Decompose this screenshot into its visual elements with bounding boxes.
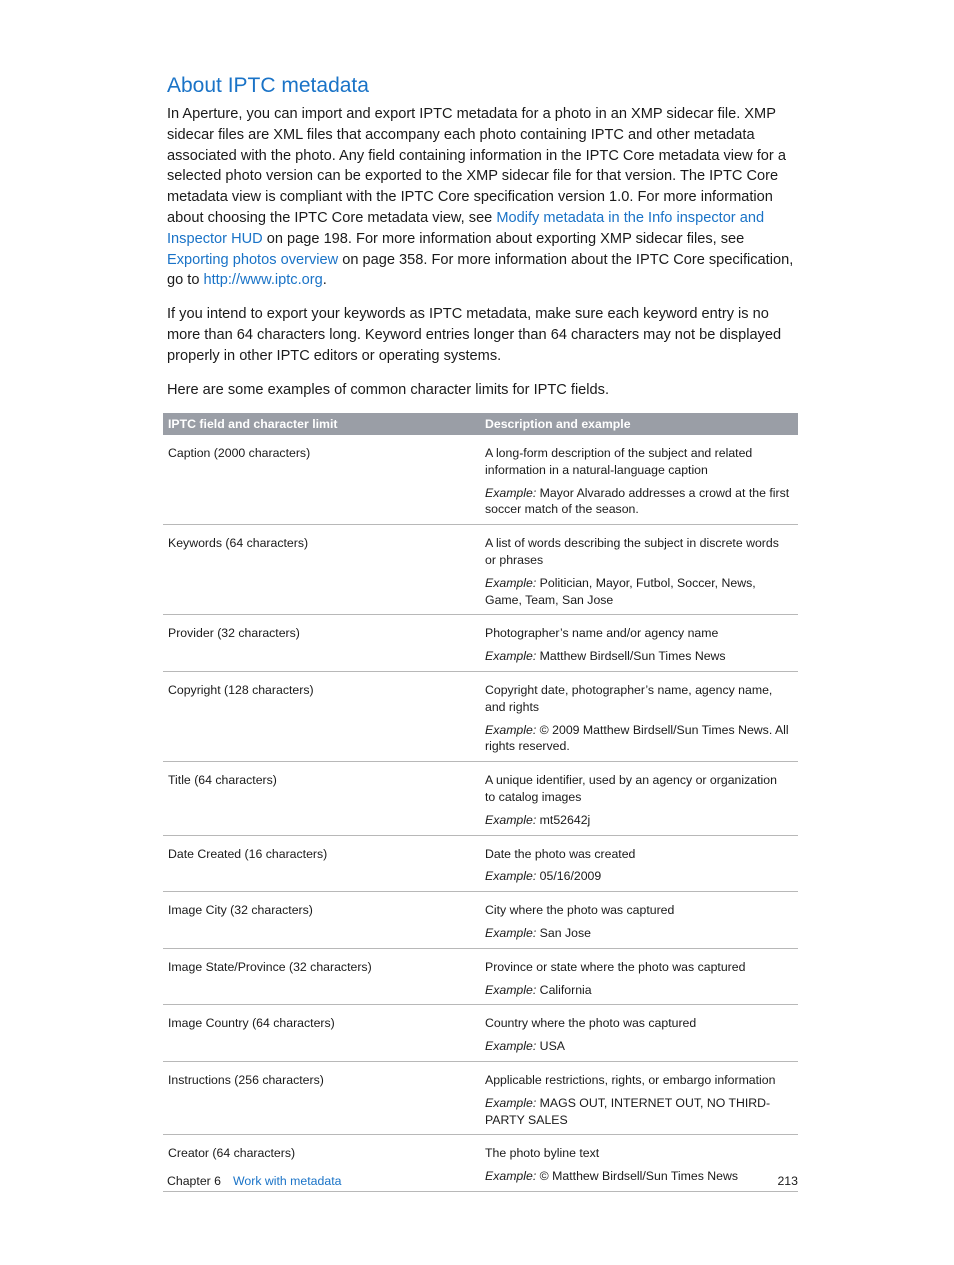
- description-text: Country where the photo was captured: [485, 1016, 697, 1031]
- table-body: [163, 435, 798, 1192]
- table-row: [163, 892, 798, 949]
- table-row: [163, 525, 798, 615]
- description-cell: [480, 959, 798, 999]
- description-text: Province or state where the photo was captured: [485, 959, 746, 974]
- table-row: [163, 435, 798, 525]
- field-cell: Date Created (16 characters): [168, 846, 328, 861]
- example-label: Example:: [485, 925, 537, 940]
- footer-page-number: 213: [777, 1174, 798, 1188]
- example-value: Matthew Birdsell/Sun Times News: [536, 649, 726, 664]
- keywords-paragraph: If you intend to export your keywords as IPTC metadata, make sure each keyword entry is no more than 64 characters long. Keyword entries longer than 64 characters may not be displayed properly in other IPTC editors or operating systems.: [167, 306, 782, 364]
- example-value: San Jose: [536, 925, 591, 940]
- iptc-limits-table: [163, 413, 798, 1192]
- example-label: Example:: [485, 1095, 537, 1110]
- description-cell: [480, 1072, 798, 1128]
- description-cell: [480, 535, 798, 608]
- table-row: [163, 1062, 798, 1135]
- description-text: Date the photo was created: [485, 846, 636, 861]
- table-row: [163, 615, 798, 672]
- intro-text-4: .: [322, 272, 327, 289]
- description-cell: [480, 1015, 798, 1055]
- example-label: Example:: [485, 1039, 537, 1054]
- example-text: [485, 1038, 790, 1055]
- table-header: [163, 413, 798, 435]
- examples-intro-paragraph: Here are some examples of common character limits for IPTC fields.: [167, 381, 610, 398]
- footer-chapter-link[interactable]: Work with metadata: [233, 1174, 342, 1188]
- example-text: [485, 485, 790, 519]
- example-text: [485, 982, 790, 999]
- example-value: Mayor Alvarado addresses a crowd at the first soccer match of the season.: [485, 485, 790, 517]
- table-row: [163, 949, 798, 1006]
- link-iptc-website[interactable]: http://www.iptc.org: [203, 272, 323, 289]
- intro-text-2: on page 198. For more information about exporting XMP sidecar files, see: [262, 230, 745, 247]
- field-cell: Image Country (64 characters): [168, 1016, 335, 1031]
- example-value: USA: [536, 1039, 565, 1054]
- link-exporting-photos[interactable]: Exporting photos overview: [167, 251, 339, 268]
- example-label: Example:: [485, 485, 537, 500]
- description-text: Photographer’s name and/or agency name: [485, 626, 719, 641]
- table-row: [163, 672, 798, 762]
- description-cell: [480, 902, 798, 942]
- example-label: Example:: [485, 982, 537, 997]
- example-text: [485, 575, 790, 609]
- example-value: © Matthew Birdsell/Sun Times News: [536, 1169, 739, 1184]
- example-text: [485, 722, 790, 756]
- page-footer: [167, 1174, 798, 1188]
- intro-text-3: on page 358. For more information about the IPTC Core specification, go to: [167, 251, 794, 289]
- field-cell: Instructions (256 characters): [168, 1072, 324, 1087]
- example-value: California: [536, 982, 592, 997]
- description-cell: [480, 682, 798, 755]
- example-text: [485, 812, 790, 829]
- example-text: [485, 1095, 790, 1129]
- field-cell: Image City (32 characters): [168, 903, 313, 918]
- section-heading: About IPTC metadata: [167, 74, 369, 97]
- example-label: Example:: [485, 722, 537, 737]
- field-cell: Keywords (64 characters): [168, 536, 309, 551]
- example-text: [485, 868, 790, 885]
- table-row: [163, 1005, 798, 1062]
- field-cell: Provider (32 characters): [168, 626, 300, 641]
- example-label: Example:: [485, 1169, 537, 1184]
- example-label: Example:: [485, 575, 537, 590]
- example-text: [485, 925, 790, 942]
- link-modify-metadata[interactable]: Modify metadata in the Info inspector and Inspector HUD: [167, 209, 765, 247]
- intro-text-1: In Aperture, you can import and export IPTC metadata for a photo in an XMP sidecar file. XMP sidecar files are XML files that accompany each photo containing IPTC and other metadata associated with the photo. Any field containing information in the IPTC Core metadata view for a selected photo version can be exported to the XMP sidecar file for that version. The IPTC Core metadata view is compliant with the IPTC Core specification version 1.0. For more information about choosing the IPTC Core metadata view, see: [167, 106, 786, 226]
- description-cell: [480, 846, 798, 886]
- description-text: The photo byline text: [485, 1146, 600, 1161]
- description-text: A long-form description of the subject and related information in a natural-language caption: [485, 446, 753, 477]
- example-label: Example:: [485, 649, 537, 664]
- example-value: 05/16/2009: [536, 869, 602, 884]
- example-value: © 2009 Matthew Birdsell/Sun Times News. All rights reserved.: [485, 722, 789, 754]
- table-row: [163, 762, 798, 835]
- example-value: mt52642j: [536, 812, 591, 827]
- field-cell: Title (64 characters): [168, 773, 277, 788]
- description-cell: [480, 772, 798, 828]
- description-text: A unique identifier, used by an agency or organization to catalog images: [485, 773, 777, 804]
- example-text: [485, 648, 790, 665]
- field-cell: Copyright (128 characters): [168, 682, 314, 697]
- header-field: IPTC field and character limit: [168, 416, 338, 431]
- intro-paragraph: [167, 104, 798, 291]
- footer-chapter: Chapter 6: [167, 1174, 222, 1188]
- field-cell: Creator (64 characters): [168, 1146, 296, 1161]
- page-body: [167, 72, 798, 413]
- description-cell: [480, 625, 798, 665]
- header-description: Description and example: [485, 416, 631, 431]
- example-label: Example:: [485, 812, 537, 827]
- description-cell: [480, 445, 798, 518]
- description-text: Applicable restrictions, rights, or embargo information: [485, 1072, 776, 1087]
- example-value: MAGS OUT, INTERNET OUT, NO THIRD-PARTY SALES: [485, 1095, 771, 1127]
- table-row: [163, 836, 798, 893]
- field-cell: Image State/Province (32 characters): [168, 959, 372, 974]
- description-text: Copyright date, photographer’s name, agency name, and rights: [485, 682, 773, 714]
- description-text: City where the photo was captured: [485, 903, 675, 918]
- description-text: A list of words describing the subject in discrete words or phrases: [485, 536, 779, 567]
- example-label: Example:: [485, 869, 537, 884]
- field-cell: Caption (2000 characters): [168, 446, 311, 460]
- example-value: Politician, Mayor, Futbol, Soccer, News, Game, Team, San Jose: [485, 575, 756, 607]
